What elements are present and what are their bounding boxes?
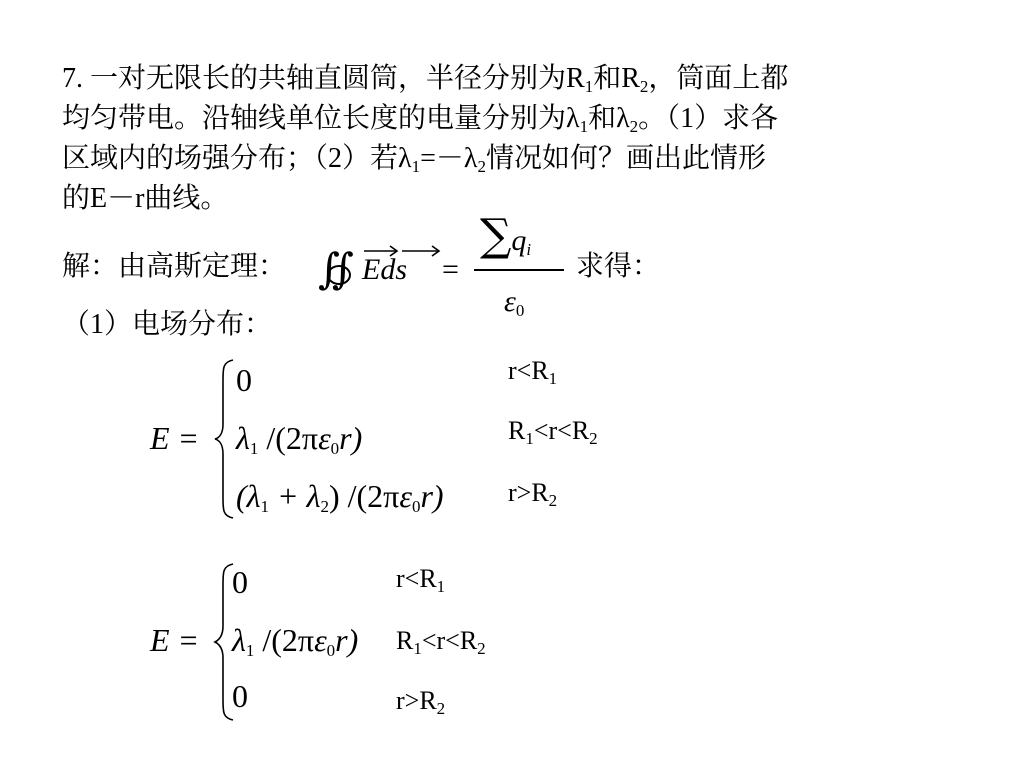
fraction-numerator: $\sum q_i$ (480, 210, 532, 261)
case1-row-2-cond: $R_1<r<R_2$ (508, 416, 598, 448)
closed-surface-circle-icon (327, 265, 351, 285)
case2-row-2-expr: $\lambda_1$ $/(2\pi\varepsilon_0r)$ (232, 622, 359, 660)
problem-number: 7. (62, 63, 83, 94)
case2-row-3-cond: $r>R_2$ (396, 686, 446, 718)
case1-brace (213, 358, 237, 520)
problem-line-1: 7. 一对无限长的共轴直圆筒，半径分别为$R_1$和$R_2$，筒面上都 (62, 63, 789, 96)
case1-row-2-expr: $\lambda_1$ $/(2\pi\varepsilon_0r)$ (236, 420, 363, 458)
case1-lhs: E = (150, 420, 200, 456)
problem-line-3: 区域内的场强分布；（2）若$\lambda_1=-\lambda_2$情况如何？画出此情形 (62, 143, 766, 176)
fraction-bar (474, 269, 564, 271)
equals-sign: = (442, 253, 459, 286)
gauss-law-formula (318, 210, 568, 322)
case1-row-1-expr: 0 (236, 362, 252, 398)
part1-label: （1）电场分布： (62, 309, 273, 340)
closed-surface-integral-icon: ∬ (318, 244, 354, 293)
case2-row-2-cond: $R_1<r<R_2$ (396, 626, 486, 658)
gauss-lhs: Eds (362, 253, 407, 286)
problem-line-2: 均匀带电。沿轴线单位长度的电量分别为$\lambda_1$和$\lambda_2$。（1）求各 (62, 103, 779, 136)
case2-row-3-expr: 0 (232, 678, 248, 714)
fraction-denominator: $\varepsilon_0$ (504, 285, 525, 320)
case1-row-3-expr: $(\lambda_1 + \lambda_2)$ $/(2\pi\varepsilon_0r)$ (236, 478, 444, 516)
case2-lhs: E = (150, 622, 200, 658)
case2-row-1-expr: 0 (232, 564, 248, 600)
result-label: 求得： (576, 251, 661, 282)
problem-line-4: 的E－r曲线。 (62, 183, 229, 214)
vector-arrows (362, 242, 442, 258)
case1-row-3-cond: $r>R_2$ (508, 478, 558, 510)
case1-row-1-cond: $r<R_1$ (508, 356, 558, 388)
solution-intro: 解：由高斯定理： (62, 251, 287, 282)
case2-row-1-cond: $r<R_1$ (396, 564, 446, 596)
